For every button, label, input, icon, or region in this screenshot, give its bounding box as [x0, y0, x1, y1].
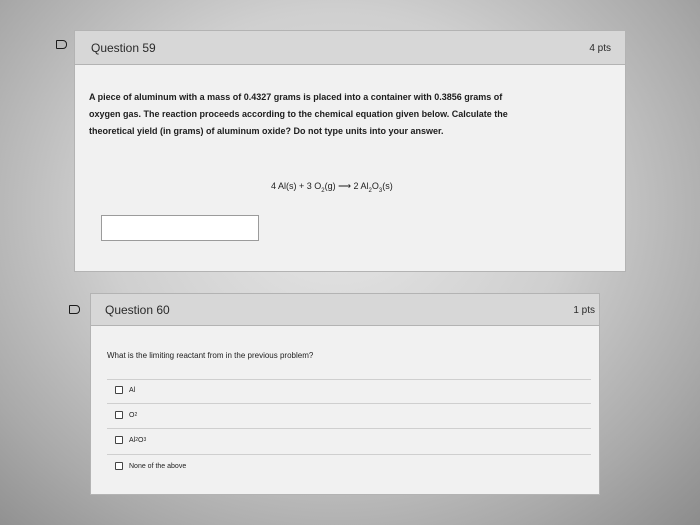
question-59-text-line-2: oxygen gas. The reaction proceeds according to the chemical equation given below. Calculate the — [89, 109, 508, 119]
flag-question-59-icon[interactable] — [56, 40, 67, 49]
radio-button[interactable] — [115, 411, 123, 419]
radio-button[interactable] — [115, 462, 123, 470]
flag-question-60-icon[interactable] — [69, 305, 80, 314]
option-o2[interactable]: O 2 — [115, 411, 137, 419]
question-59-answer-input[interactable] — [101, 215, 259, 241]
radio-button[interactable] — [115, 386, 123, 394]
radio-button[interactable] — [115, 436, 123, 444]
option-al[interactable]: Al — [115, 386, 135, 394]
option-divider — [107, 403, 591, 404]
option-divider — [107, 428, 591, 429]
option-divider — [107, 379, 591, 380]
question-60-title: Question 60 — [105, 303, 170, 317]
question-59-points: 4 pts — [589, 43, 611, 54]
question-60-text: What is the limiting reactant from in the previous problem? — [107, 351, 314, 360]
question-59-text — [89, 89, 609, 140]
question-60-card — [90, 293, 600, 495]
chemical-equation: 4 Al(s) + 3 $O_2(g)$ ⟶ 2 $Al_2O_3(s)$ — [271, 181, 393, 194]
option-none-of-the-above[interactable]: None of the above — [115, 462, 186, 470]
question-59-header — [75, 31, 625, 65]
question-59-title: Question 59 — [91, 41, 156, 55]
option-al2o3[interactable]: Al 2 O 3 — [115, 436, 146, 444]
question-60-points: 1 pts — [573, 305, 595, 316]
question-59-text-line-1: A piece of aluminum with a mass of 0.4327 grams is placed into a container with 0.3856 grams of — [89, 92, 503, 102]
question-60-header — [91, 294, 599, 326]
question-59-card — [74, 30, 626, 272]
option-divider — [107, 454, 591, 455]
question-59-text-line-3: theoretical yield (in grams) of aluminum oxide? Do not type units into your answer. — [89, 126, 444, 136]
